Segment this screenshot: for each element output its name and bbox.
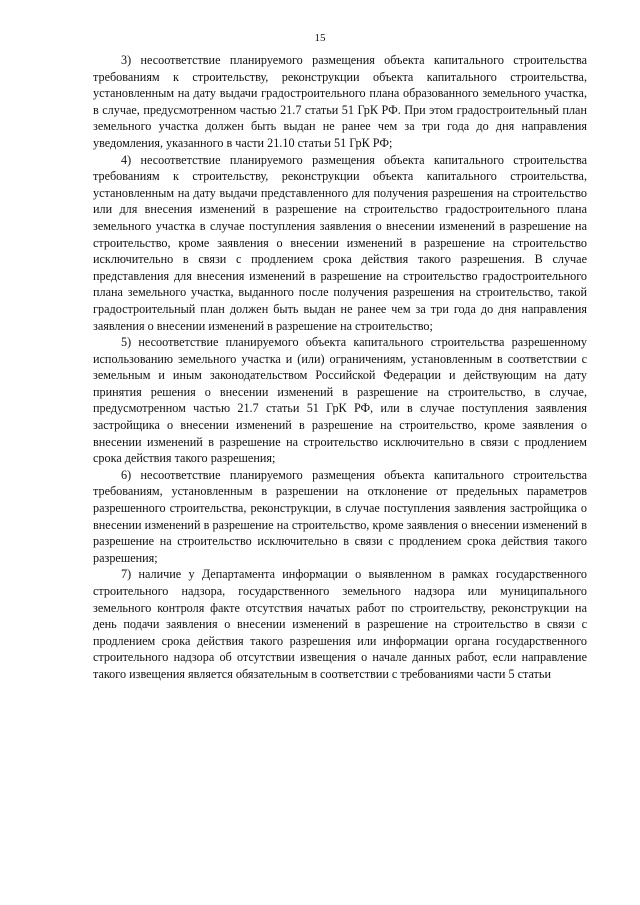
page-number: 15 — [314, 32, 326, 44]
document-body — [93, 52, 587, 683]
paragraph-item-3: 3) несоответствие планируемого размещения объекта капитального строительства требованиям к строительству, реконструкции объекта капитального строительства, установленным на дату выдачи градостроительного плана образованного земельного участка, в случае, предусмотренном частью 21.7 статьи 51 ГрК РФ. При этом градостроительный план земельного участка должен быть выдан не ранее чем за три года до дня направления уведомления, указанного в части 21.10 статьи 51 ГрК РФ; — [93, 53, 587, 150]
paragraph-item-4: 4) несоответствие планируемого размещения объекта капитального строительства требованиям к строительству, реконструкции объекта капитального строительства, установленным на дату выдачи представленного для получения разрешения на строительство или для внесения изменений в разрешение на строительство градостроительного плана земельного участка в случае поступления заявления о внесении изменений в разрешение на строительство, кроме заявления о внесении изменений в разрешение на строительство исключительно в связи с продлением срока действия такого разрешения. В случае представления для внесения изменений в разрешение на строительство градостроительного плана земельного участка, выданного после получения разрешения на строительство, такой градостроительный план должен быть выдан не ранее чем за три года до дня направления заявления о внесении изменений в разрешение на строительство; — [93, 152, 587, 333]
paragraph-item-5: 5) несоответствие планируемого объекта капитального строительства разрешенному использованию земельного участка и (или) ограничениям, установленным в соответствии с земельным и иным законодательством Российской Федерации и действующим на дату принятия решения о внесении изменений в разрешение на строительство, в случае, предусмотренном частью 21.7 статьи 51 ГрК РФ, или в случае поступления заявления застройщика о внесении изменений в разрешение на строительство, кроме заявления о внесении изменений в разрешение на строительство исключительно в связи с продлением срока действия такого разрешения; — [93, 335, 587, 466]
paragraph-item-7: 7) наличие у Департамента информации о выявленном в рамках государственного строительного надзора, государственного земельного надзора или муниципального земельного контроля факте отсутствия начатых работ по строительству, реконструкции на день подачи заявления о внесении изменений в разрешение на строительство в связи с продлением срока действия такого разрешения или информации органа государственного строительного надзора об отсутствии извещения о начале данных работ, если направление такого извещения является обязательным в соответствии с требованиями части 5 статьи — [93, 567, 587, 681]
paragraph-item-6: 6) несоответствие планируемого размещения объекта капитального строительства требованиям, установленным в разрешении на отклонение от предельных параметров разрешенного строительства, реконструкции, в случае поступления заявления застройщика о внесении изменений в разрешение на строительство, кроме заявления о внесении изменений в разрешение на строительство исключительно в связи с продлением срока действия такого разрешения; — [93, 467, 587, 565]
